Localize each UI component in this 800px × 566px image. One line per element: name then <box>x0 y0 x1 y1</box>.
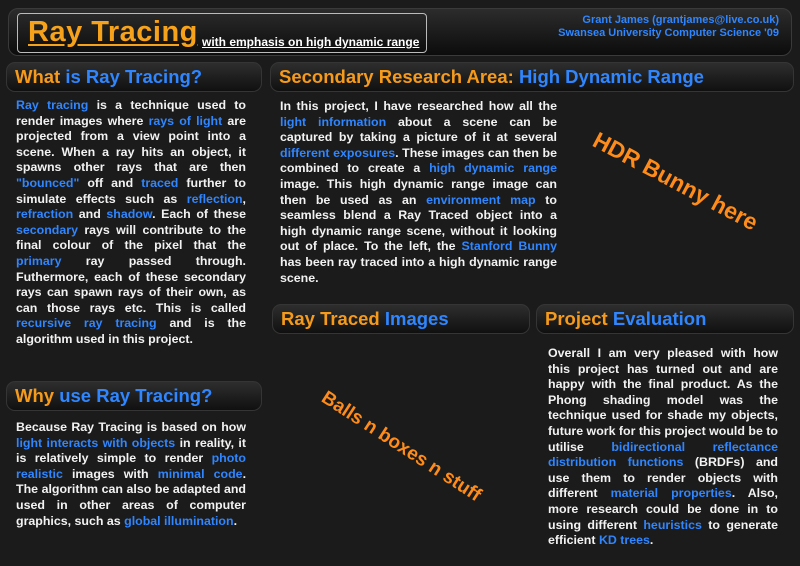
text-run: , <box>242 191 246 206</box>
poster-title: Ray Tracing <box>28 16 198 48</box>
images-placeholder: Balls n boxes n stuff <box>317 387 485 506</box>
text-run: in reality, it is relatively simple to render <box>16 435 246 466</box>
text-run: and <box>73 207 107 222</box>
what-section-title: What is Ray Tracing? <box>15 66 203 87</box>
text-run: . Each of these <box>152 207 246 222</box>
highlighted-term: shadow <box>106 207 153 222</box>
author-info <box>558 14 779 40</box>
text-run: ray passed through. Futhermore, each of these secondary rays can spawn rays of their own, as can those rays etc. This is called <box>16 253 246 315</box>
text-run: . Also, more research could be done in to using different <box>548 486 779 532</box>
text-run: . The algorithm can also be adapted and used in other areas of computer graphics, such as <box>16 466 247 528</box>
evaluation-body <box>548 346 778 549</box>
author-affiliation: Swansea University Computer Science '09 <box>558 27 779 39</box>
highlighted-term: light interacts with objects <box>16 435 176 450</box>
secondary-section-title: Secondary Research Area: High Dynamic Range <box>279 66 704 87</box>
highlighted-term: different exposures <box>280 145 396 160</box>
text-run: (BRDFs) and use them to render objects with different <box>548 455 778 501</box>
text-run: further to simulate effects such as <box>16 175 246 206</box>
images-section-header <box>272 304 530 334</box>
images-section-title: Ray Traced Images <box>281 308 449 329</box>
text-run: image. This high dynamic range image can then be used as an <box>280 176 557 207</box>
highlighted-term: global illumination <box>124 513 234 528</box>
highlighted-term: "bounced" <box>16 175 80 190</box>
highlighted-term: bidirectional reflectance distribution functions <box>548 439 779 470</box>
highlighted-term: recursive ray tracing <box>16 316 157 331</box>
secondary-section-header <box>270 62 794 92</box>
evaluation-section-title: Project Evaluation <box>545 308 707 329</box>
text-run: to seamless blend a Ray Traced object into a high dynamic range scene, without it looking out of place. To the left, the <box>280 192 558 254</box>
highlighted-term: refraction <box>16 207 74 222</box>
text-run: . <box>233 513 238 528</box>
text-run: Because Ray Tracing is based on how <box>16 420 246 434</box>
highlighted-term: KD trees <box>598 533 650 548</box>
text-run: are projected from a view point into a scene. When a ray hits an object, it spawns other rays that are then <box>16 113 246 175</box>
highlighted-term: photo realistic <box>16 451 246 481</box>
highlighted-term: secondary <box>16 222 78 237</box>
highlighted-term: material properties <box>610 486 732 501</box>
highlighted-term: heuristics <box>643 517 702 532</box>
text-run: . <box>649 533 654 548</box>
text-run: is a technique used to render images where <box>16 98 246 128</box>
why-section-header <box>6 381 262 411</box>
hdr-bunny-placeholder: HDR Bunny here <box>588 126 763 236</box>
poster-header <box>8 8 792 56</box>
highlighted-term: primary <box>16 253 62 268</box>
text-run: has been ray traced into a high dynamic range scene. <box>280 254 557 285</box>
highlighted-term: Stanford Bunny <box>461 239 557 254</box>
evaluation-section-header <box>536 304 794 334</box>
text-run: rays will contribute to the final colour of the pixel that the <box>16 222 246 253</box>
highlighted-term: traced <box>141 175 179 190</box>
text-run: In this project, I have researched how all the <box>280 99 557 113</box>
highlighted-term: reflection <box>186 191 243 206</box>
text-run: and is the algorithm used in this project. <box>16 316 246 346</box>
author-name: Grant James (grantjames@live.co.uk) <box>582 14 779 26</box>
highlighted-term: minimal code <box>157 466 243 481</box>
text-run: images with <box>62 466 158 481</box>
poster-subtitle: with emphasis on high dynamic range <box>202 35 420 49</box>
what-section-header <box>6 62 262 92</box>
highlighted-term: rays of light <box>148 113 223 128</box>
title-box <box>17 13 427 53</box>
highlighted-term: high dynamic range <box>429 161 557 176</box>
text-run: Overall I am very pleased with how this project has turned out and are happy with the final product. As the Phong shading model was the technique used for shade my objects, future work for this project would be to utilise <box>548 346 778 454</box>
secondary-body <box>280 99 557 286</box>
text-run: to generate efficient <box>548 517 778 548</box>
what-body <box>16 98 246 348</box>
text-run: off and <box>79 175 142 190</box>
why-section-title: Why use Ray Tracing? <box>15 385 213 406</box>
text-run: about a scene can be captured by taking a picture of it at several <box>280 114 557 145</box>
highlighted-term: light information <box>280 114 387 129</box>
why-body <box>16 420 246 529</box>
highlighted-term: environment map <box>426 192 536 207</box>
highlighted-term: Ray tracing <box>16 98 89 112</box>
text-run: . These images can then be combined to create a <box>280 145 557 176</box>
